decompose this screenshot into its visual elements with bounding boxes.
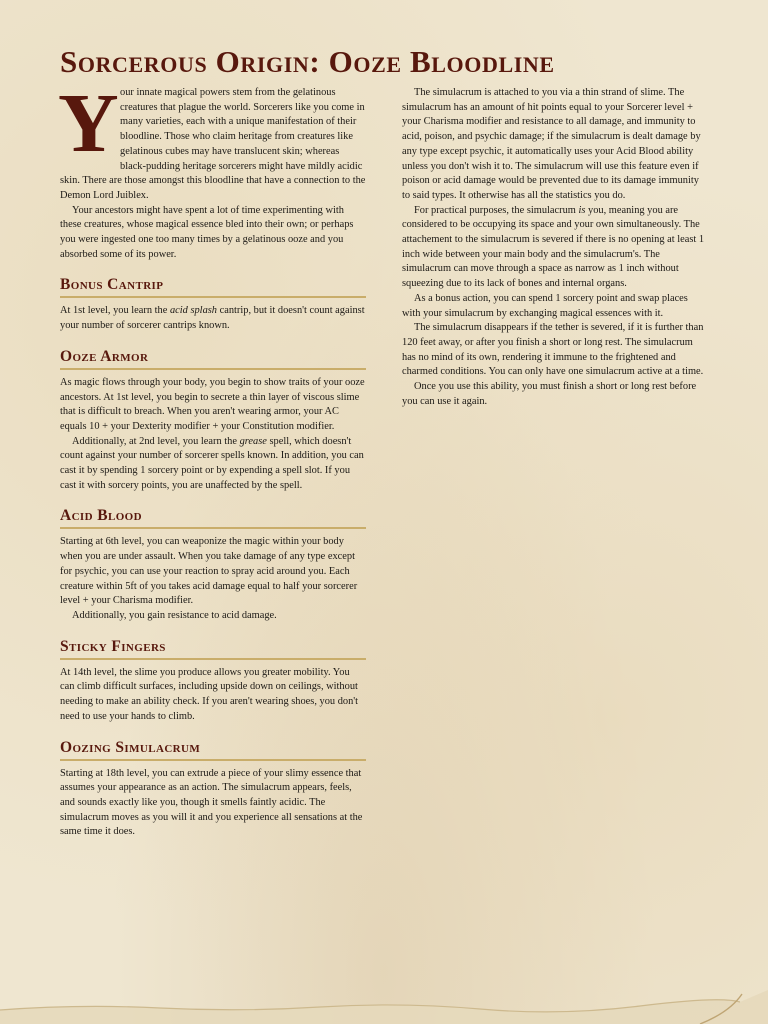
simulacrum-p2-emphasis: is <box>578 204 586 216</box>
simulacrum-paragraph-1: The simulacrum is attached to you via a thin strand of slime. The simulacrum has an amount of hit points equal to your Sorcerer level + your Charisma modifier and resistance to all damage, and immunity to acid, poison, and psychic damage; if the simulacrum is dealt damage by any type except psychic, it automatically uses your Acid Blood ability unless you don't wish it to. The simulacrum will use this feature even if poison or acid damage would be prevented due to its damage immunity to said types. It otherwise has all the statistics you do. <box>402 87 701 201</box>
bonus-cantrip-text-start: At 1st level, you learn the <box>60 305 170 317</box>
intro-paragraph-1: our innate magical powers stem from the gelatinous creatures that plague the world. Sorcerers like you come in many varieties, each with a unique manifestation of their bloodline. Those who claim heritage from creatures like gelatinous cubes may have translucent skin; whereas black-pudding heritage sorcerers might have mildly acidic skin. There are those amongst this bloodline that have a connection to the Demon Lord Juiblex. <box>60 87 366 201</box>
ooze-armor-paragraph-1: As magic flows through your body, you begin to show traits of your ooze ancestors. At 1st level, you begin to secrete a thin layer of viscous slime that is difficult to breach. When you aren't wearing armor, your AC equals 10 + your Dexterity modifier + your Constitution modifier. <box>60 376 365 432</box>
oozing-simulacrum-paragraph: Starting at 18th level, you can extrude a piece of your slimy essence that assumes your appearance as an action. The simulacrum appears, feels, and sounds exactly like you, though it smells faintly acidic. The simulacrum moves as you will it and you experience all sensations at the same time it does. <box>60 767 363 838</box>
bonus-cantrip-text <box>60 304 366 333</box>
ooze-armor-p2-start: Additionally, at 2nd level, you learn the <box>72 435 240 447</box>
acid-splash-spell: acid splash <box>169 305 218 317</box>
simulacrum-paragraph-4: The simulacrum disappears if the tether is severed, if it is further than 120 feet away, or after you finish a short or long rest. The simulacrum has no mind of its own, rendering it immune to the frightened and charmed conditions. You can only have one simulacrum active at a time. <box>402 322 704 378</box>
heading-sticky-fingers: Sticky Fingers <box>60 638 366 660</box>
simulacrum-paragraph-2 <box>402 204 708 292</box>
ooze-armor-p2-end: spell, which doesn't count against your number of sorcerer spells known. In addition, you can cast it by spending 1 sorcery point or by expending a spell slot. If you cast it with sorcery points, you are unaffected by the spell. <box>60 435 364 491</box>
drop-cap: Y <box>58 77 119 170</box>
intro-section <box>58 77 366 262</box>
right-column <box>402 86 708 409</box>
left-column <box>58 77 366 840</box>
simulacrum-paragraph-3: As a bonus action, you can spend 1 sorcery point and swap places with your simulacrum by exchanging magical essences with it. <box>402 292 688 319</box>
sticky-fingers-paragraph: At 14th level, the slime you produce allows you greater mobility. You can climb difficult surfaces, including upside down on ceilings, without needing to make an ability check. If you aren't wearing shoes, you don't need to use your hands to climb. <box>60 666 359 722</box>
heading-bonus-cantrip: Bonus Cantrip <box>60 276 366 298</box>
heading-acid-blood: Acid Blood <box>60 507 366 529</box>
grease-spell: grease <box>239 435 267 447</box>
ooze-armor-paragraph-2 <box>60 435 366 494</box>
footer-ornament <box>0 990 768 1024</box>
page-title: Sorcerous Origin: Ooze Bloodline <box>60 44 555 79</box>
simulacrum-p2-end: you, meaning you are considered to be occupying its space and your own simultaneously. The attachement to the simulacrum is severed if there is no opening at least 1 inch wide between your main body and the simulacrum's. The simulacrum can move through a space as narrow as 1 inch without squeezing due to its lack of bones and internal organs. <box>402 204 705 290</box>
heading-oozing-simulacrum: Oozing Simulacrum <box>60 739 366 761</box>
acid-blood-paragraph-1: Starting at 6th level, you can weaponize the magic within your body when you are under assault. When you take damage of any type except for psychic, you can use your reaction to spray acid around you. Each creature within 5ft of you takes acid damage equal to half your sorcerer level + your Charisma modifier. <box>60 536 358 607</box>
bonus-cantrip-text-end: cantrip, but it doesn't count against your number of sorcerer cantrips known. <box>60 305 365 332</box>
acid-blood-paragraph-2: Additionally, you gain resistance to acid damage. <box>72 609 277 621</box>
heading-ooze-armor: Ooze Armor <box>60 348 366 370</box>
intro-paragraph-2: Your ancestors might have spent a lot of time experimenting with these creatures, whose magical essence bled into their own; or perhaps you were ingested one too many times by a gelatinous ooze and you absorbed some of its power. <box>60 204 354 260</box>
simulacrum-p2-start: For practical purposes, the simulacrum <box>414 204 579 216</box>
simulacrum-paragraph-5: Once you use this ability, you must finish a short or long rest before you can use it again. <box>402 381 697 407</box>
